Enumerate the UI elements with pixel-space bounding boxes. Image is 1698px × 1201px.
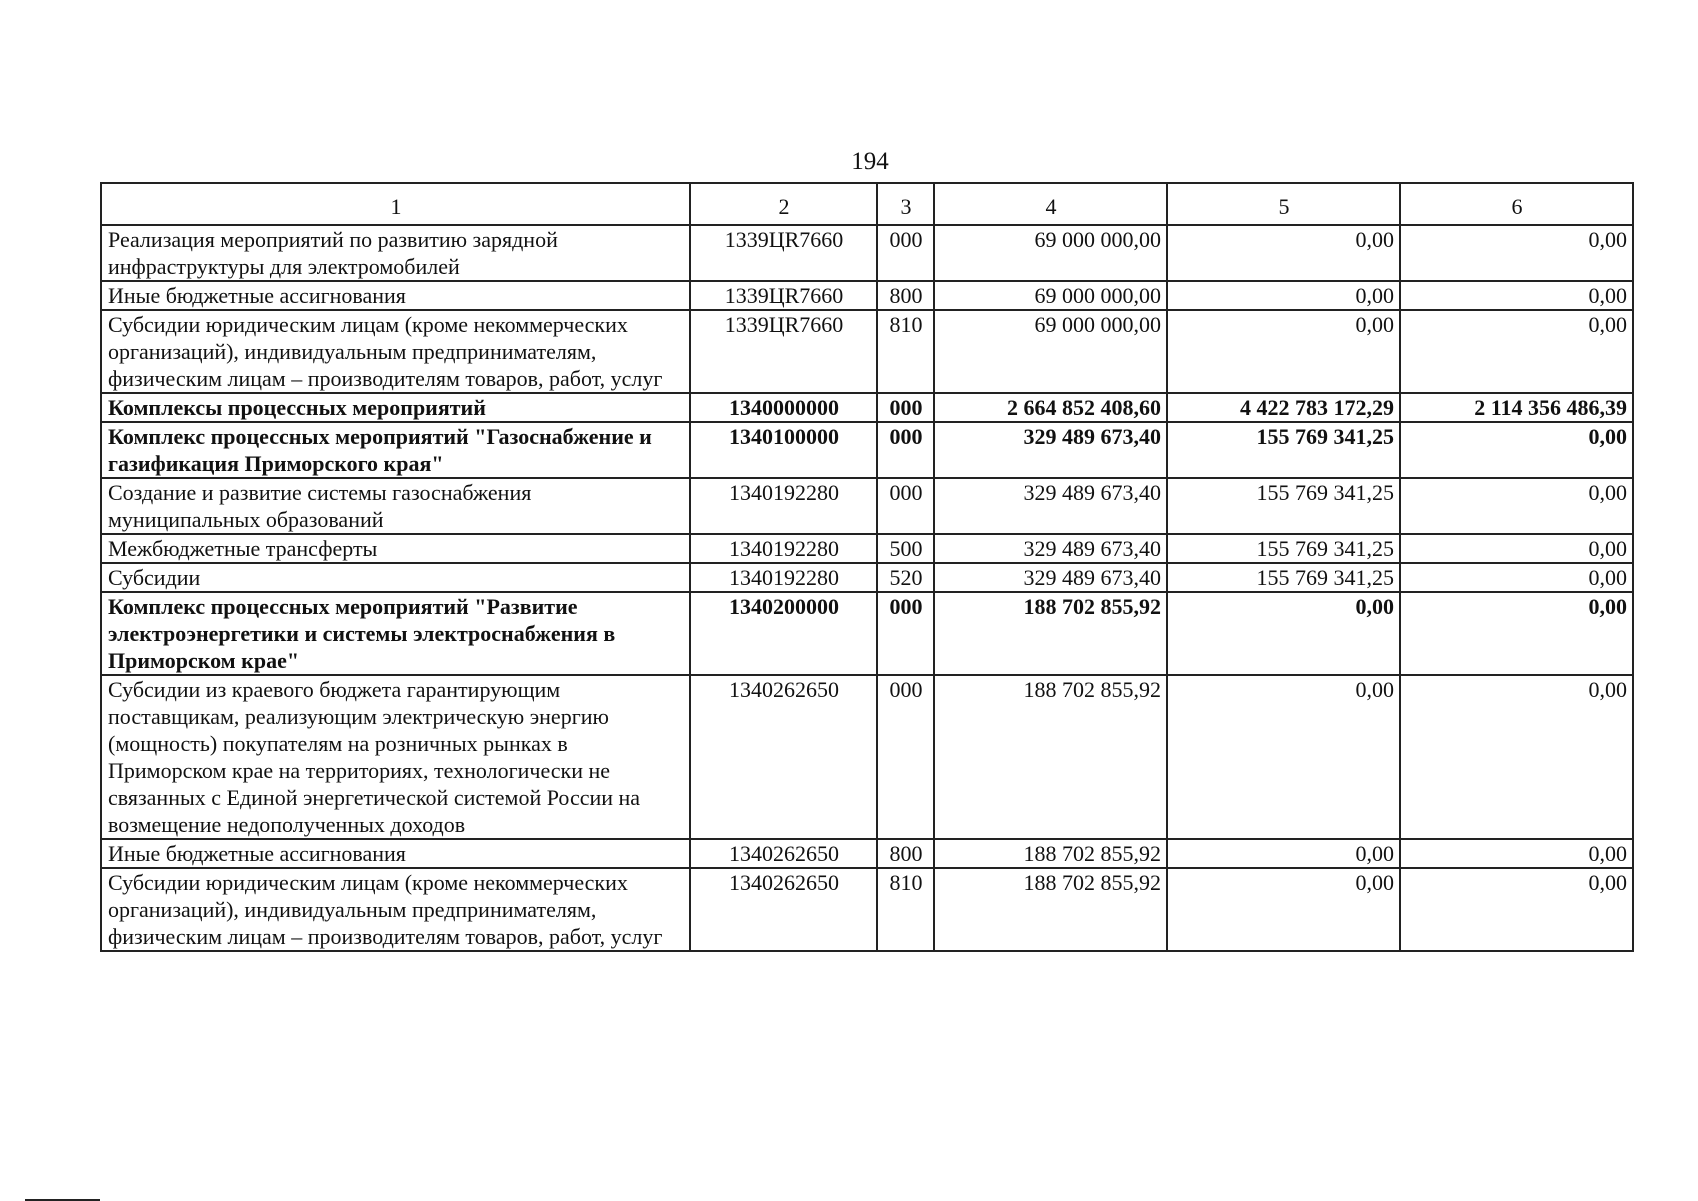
row-kind: 000 <box>877 478 934 534</box>
table-row <box>101 563 1633 592</box>
row-code: 1340262650 <box>690 675 877 839</box>
budget-table <box>100 182 1634 952</box>
row-value-4: 329 489 673,40 <box>934 422 1167 478</box>
row-value-5: 0,00 <box>1167 675 1400 839</box>
row-kind: 500 <box>877 534 934 563</box>
row-value-4: 188 702 855,92 <box>934 839 1167 868</box>
row-name: Иные бюджетные ассигнования <box>101 839 690 868</box>
row-code: 1339ЦR7660 <box>690 281 877 310</box>
row-value-5: 155 769 341,25 <box>1167 534 1400 563</box>
row-value-4: 69 000 000,00 <box>934 310 1167 393</box>
table-row <box>101 393 1633 422</box>
table-row <box>101 592 1633 675</box>
row-value-4: 2 664 852 408,60 <box>934 393 1167 422</box>
row-value-6: 0,00 <box>1400 310 1633 393</box>
row-kind: 800 <box>877 281 934 310</box>
row-value-5: 0,00 <box>1167 868 1400 951</box>
row-value-6: 0,00 <box>1400 839 1633 868</box>
row-value-5: 155 769 341,25 <box>1167 478 1400 534</box>
row-kind: 800 <box>877 839 934 868</box>
row-code: 1340000000 <box>690 393 877 422</box>
row-code: 1340100000 <box>690 422 877 478</box>
row-value-6: 0,00 <box>1400 675 1633 839</box>
row-value-4: 329 489 673,40 <box>934 563 1167 592</box>
row-code: 1340192280 <box>690 563 877 592</box>
column-header-3: 3 <box>877 183 934 225</box>
row-kind: 520 <box>877 563 934 592</box>
row-value-6: 0,00 <box>1400 592 1633 675</box>
row-name: Комплекс процессных мероприятий "Газоснабжение и газификация Приморского края" <box>101 422 690 478</box>
row-value-4: 69 000 000,00 <box>934 281 1167 310</box>
column-header-1: 1 <box>101 183 690 225</box>
row-code: 1340262650 <box>690 839 877 868</box>
row-value-4: 69 000 000,00 <box>934 225 1167 281</box>
column-header-4: 4 <box>934 183 1167 225</box>
row-code: 1340192280 <box>690 534 877 563</box>
row-value-6: 0,00 <box>1400 281 1633 310</box>
row-value-5: 0,00 <box>1167 281 1400 310</box>
row-code: 1339ЦR7660 <box>690 310 877 393</box>
row-code: 1340200000 <box>690 592 877 675</box>
row-code: 1340262650 <box>690 868 877 951</box>
row-value-5: 4 422 783 172,29 <box>1167 393 1400 422</box>
table-row <box>101 310 1633 393</box>
row-kind: 000 <box>877 592 934 675</box>
row-name: Субсидии из краевого бюджета гарантирующим поставщикам, реализующим электрическую энергию (мощность) покупателям на розничных рынках в Приморском крае на территориях, технологически не связанных с Единой энергетической системой России на возмещение недополученных доходов <box>101 675 690 839</box>
row-value-4: 188 702 855,92 <box>934 592 1167 675</box>
row-name: Субсидии юридическим лицам (кроме некоммерческих организаций), индивидуальным предпринимателям, физическим лицам – производителям товаров, работ, услуг <box>101 310 690 393</box>
row-value-5: 0,00 <box>1167 225 1400 281</box>
row-kind: 000 <box>877 675 934 839</box>
page-number: 194 <box>851 148 889 175</box>
row-value-5: 155 769 341,25 <box>1167 563 1400 592</box>
column-header-2: 2 <box>690 183 877 225</box>
row-value-6: 0,00 <box>1400 422 1633 478</box>
row-code: 1340192280 <box>690 478 877 534</box>
column-header-5: 5 <box>1167 183 1400 225</box>
row-value-6: 0,00 <box>1400 478 1633 534</box>
row-kind: 000 <box>877 225 934 281</box>
row-value-5: 155 769 341,25 <box>1167 422 1400 478</box>
row-kind: 810 <box>877 310 934 393</box>
table-row <box>101 839 1633 868</box>
row-kind: 810 <box>877 868 934 951</box>
row-value-4: 329 489 673,40 <box>934 534 1167 563</box>
table-row <box>101 534 1633 563</box>
table-row <box>101 281 1633 310</box>
table-row <box>101 225 1633 281</box>
row-value-6: 0,00 <box>1400 868 1633 951</box>
row-value-4: 329 489 673,40 <box>934 478 1167 534</box>
row-code: 1339ЦR7660 <box>690 225 877 281</box>
row-value-6: 0,00 <box>1400 225 1633 281</box>
row-name: Субсидии юридическим лицам (кроме некоммерческих организаций), индивидуальным предпринимателям, физическим лицам – производителям товаров, работ, услуг <box>101 868 690 951</box>
row-value-5: 0,00 <box>1167 310 1400 393</box>
row-value-5: 0,00 <box>1167 839 1400 868</box>
row-name: Иные бюджетные ассигнования <box>101 281 690 310</box>
table-row <box>101 422 1633 478</box>
row-name: Межбюджетные трансферты <box>101 534 690 563</box>
row-value-6: 0,00 <box>1400 534 1633 563</box>
row-value-6: 2 114 356 486,39 <box>1400 393 1633 422</box>
column-header-6: 6 <box>1400 183 1633 225</box>
row-kind: 000 <box>877 422 934 478</box>
row-value-4: 188 702 855,92 <box>934 868 1167 951</box>
row-name: Комплексы процессных мероприятий <box>101 393 690 422</box>
table-row <box>101 478 1633 534</box>
row-name: Реализация мероприятий по развитию зарядной инфраструктуры для электромобилей <box>101 225 690 281</box>
row-value-5: 0,00 <box>1167 592 1400 675</box>
table-row <box>101 868 1633 951</box>
row-name: Субсидии <box>101 563 690 592</box>
table-row <box>101 675 1633 839</box>
row-kind: 000 <box>877 393 934 422</box>
row-value-4: 188 702 855,92 <box>934 675 1167 839</box>
row-name: Создание и развитие системы газоснабжения муниципальных образований <box>101 478 690 534</box>
row-value-6: 0,00 <box>1400 563 1633 592</box>
row-name: Комплекс процессных мероприятий "Развитие электроэнергетики и системы электроснабжения в Приморском крае" <box>101 592 690 675</box>
header-row <box>101 183 1633 225</box>
